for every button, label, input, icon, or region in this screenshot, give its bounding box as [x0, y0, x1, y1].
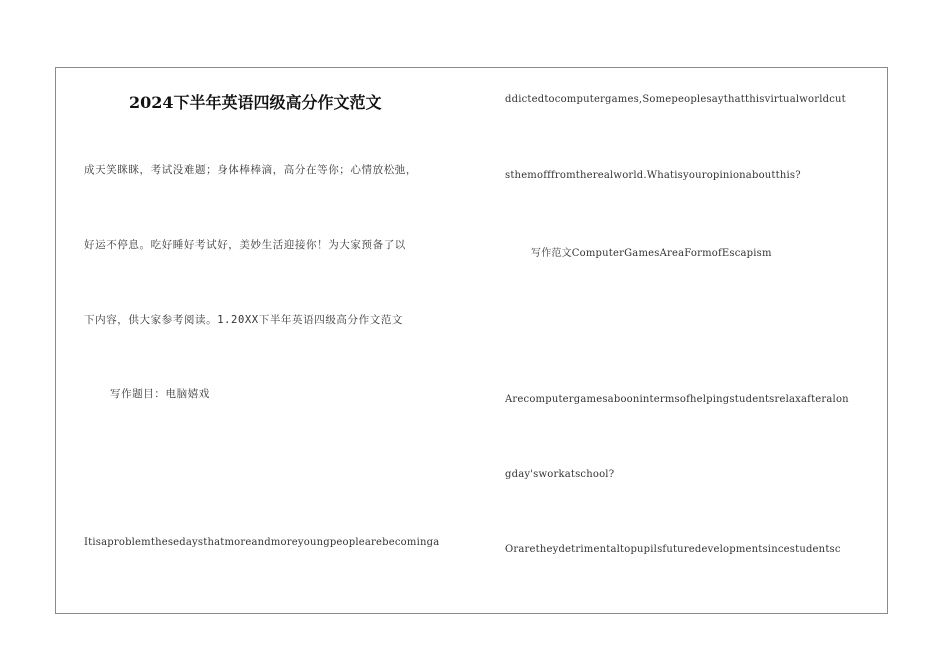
- paragraph-line: 好运不停息。吃好睡好考试好，美妙生活迎接你！为大家预备了以: [84, 239, 406, 251]
- paragraph-line: ddictedtocomputergames,Somepeoplesaythatthisvirtualworldcut: [505, 94, 846, 105]
- paragraph-line: Arecomputergamesaboonintermsofhelpingstudentsrelaxafteralon: [505, 394, 849, 405]
- paragraph-line: Itisaproblemthesedaysthatmoreandmoreyoungpeoplearebecominga: [84, 537, 440, 548]
- paragraph-line: gday'sworkatschool?: [505, 469, 615, 480]
- paragraph-line: 下内容，供大家参考阅读。1.20XX下半年英语四级高分作文范文: [84, 314, 404, 326]
- sample-essay-heading: 写作范文ComputerGamesAreaFormofEscapism: [531, 248, 772, 259]
- paragraph-line: Oraretheydetrimentaltopupilsfuturedevelopmentsincestudentsc: [505, 544, 841, 555]
- paragraph-line: sthemofffromtherealworld.Whatisyouropinionaboutthis?: [505, 170, 801, 181]
- right-column: [505, 68, 885, 613]
- document-title: 2024下半年英语四级高分作文范文: [129, 93, 382, 112]
- paragraph-line: 成天笑眯眯，考试没难题；身体棒棒滴，高分在等你；心情放松弛，: [84, 164, 417, 176]
- essay-prompt-heading: 写作题目：电脑嬉戏: [110, 388, 210, 400]
- left-column: [84, 68, 474, 613]
- page-frame: [55, 67, 888, 614]
